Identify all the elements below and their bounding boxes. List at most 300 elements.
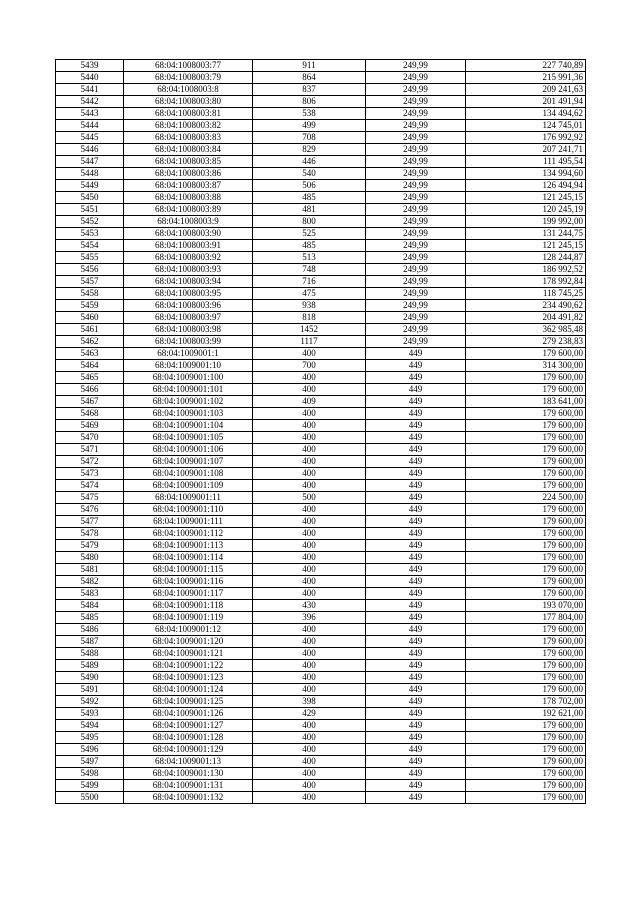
row-number-cell: 5456	[56, 264, 124, 276]
row-number-cell: 5469	[56, 420, 124, 432]
cadastral-number-cell: 68:04:1009001:120	[124, 636, 253, 648]
value-cell: 121 245,15	[466, 192, 586, 204]
cadastral-number-cell: 68:04:1009001:108	[124, 468, 253, 480]
cadastral-number-cell: 68:04:1009001:106	[124, 444, 253, 456]
area-cell: 400	[253, 576, 366, 588]
value-cell: 192 621,00	[466, 708, 586, 720]
row-number-cell: 5485	[56, 612, 124, 624]
cadastral-number-cell: 68:04:1009001:127	[124, 720, 253, 732]
table-row	[56, 372, 586, 384]
area-cell: 485	[253, 240, 366, 252]
cadastral-number-cell: 68:04:1008003:97	[124, 312, 253, 324]
cadastral-number-cell: 68:04:1009001:105	[124, 432, 253, 444]
rate-cell: 249,99	[366, 276, 466, 288]
table-body	[56, 60, 586, 804]
cadastral-number-cell: 68:04:1009001:126	[124, 708, 253, 720]
row-number-cell: 5464	[56, 360, 124, 372]
area-cell: 429	[253, 708, 366, 720]
area-cell: 513	[253, 252, 366, 264]
value-cell: 128 244,87	[466, 252, 586, 264]
row-number-cell: 5460	[56, 312, 124, 324]
row-number-cell: 5483	[56, 588, 124, 600]
area-cell: 1452	[253, 324, 366, 336]
area-cell: 837	[253, 84, 366, 96]
value-cell: 179 600,00	[466, 552, 586, 564]
rate-cell: 449	[366, 504, 466, 516]
area-cell: 400	[253, 444, 366, 456]
area-cell: 400	[253, 588, 366, 600]
rate-cell: 449	[366, 384, 466, 396]
row-number-cell: 5458	[56, 288, 124, 300]
table-row	[56, 156, 586, 168]
cadastral-number-cell: 68:04:1009001:101	[124, 384, 253, 396]
value-cell: 179 600,00	[466, 432, 586, 444]
value-cell: 179 600,00	[466, 588, 586, 600]
value-cell: 279 238,83	[466, 336, 586, 348]
area-cell: 400	[253, 648, 366, 660]
value-cell: 134 494,62	[466, 108, 586, 120]
table-row	[56, 312, 586, 324]
rate-cell: 449	[366, 780, 466, 792]
table-row	[56, 732, 586, 744]
row-number-cell: 5481	[56, 564, 124, 576]
table-row	[56, 396, 586, 408]
row-number-cell: 5466	[56, 384, 124, 396]
value-cell: 314 300,00	[466, 360, 586, 372]
document-page	[55, 59, 585, 804]
area-cell: 400	[253, 528, 366, 540]
cadastral-number-cell: 68:04:1008003:8	[124, 84, 253, 96]
table-row	[56, 480, 586, 492]
table-row	[56, 708, 586, 720]
rate-cell: 449	[366, 720, 466, 732]
area-cell: 400	[253, 480, 366, 492]
area-cell: 400	[253, 792, 366, 804]
area-cell: 400	[253, 456, 366, 468]
rate-cell: 449	[366, 540, 466, 552]
area-cell: 938	[253, 300, 366, 312]
cadastral-number-cell: 68:04:1009001:112	[124, 528, 253, 540]
table-row	[56, 216, 586, 228]
table-row	[56, 588, 586, 600]
rate-cell: 249,99	[366, 204, 466, 216]
row-number-cell: 5457	[56, 276, 124, 288]
table-row	[56, 444, 586, 456]
cadastral-number-cell: 68:04:1009001:130	[124, 768, 253, 780]
area-cell: 911	[253, 60, 366, 72]
table-row	[56, 192, 586, 204]
row-number-cell: 5441	[56, 84, 124, 96]
value-cell: 131 244,75	[466, 228, 586, 240]
rate-cell: 449	[366, 552, 466, 564]
area-cell: 864	[253, 72, 366, 84]
cadastral-number-cell: 68:04:1009001:110	[124, 504, 253, 516]
cadastral-number-cell: 68:04:1009001:111	[124, 516, 253, 528]
cadastral-number-cell: 68:04:1008003:98	[124, 324, 253, 336]
row-number-cell: 5482	[56, 576, 124, 588]
table-row	[56, 168, 586, 180]
rate-cell: 249,99	[366, 300, 466, 312]
rate-cell: 449	[366, 696, 466, 708]
value-cell: 121 245,15	[466, 240, 586, 252]
cadastral-number-cell: 68:04:1009001:122	[124, 660, 253, 672]
area-cell: 400	[253, 468, 366, 480]
rate-cell: 449	[366, 576, 466, 588]
area-cell: 400	[253, 744, 366, 756]
value-cell: 134 994,60	[466, 168, 586, 180]
area-cell: 400	[253, 624, 366, 636]
row-number-cell: 5461	[56, 324, 124, 336]
cadastral-number-cell: 68:04:1009001:118	[124, 600, 253, 612]
rate-cell: 249,99	[366, 312, 466, 324]
area-cell: 525	[253, 228, 366, 240]
rate-cell: 449	[366, 396, 466, 408]
rate-cell: 449	[366, 408, 466, 420]
rate-cell: 249,99	[366, 192, 466, 204]
cadastral-number-cell: 68:04:1009001:107	[124, 456, 253, 468]
area-cell: 446	[253, 156, 366, 168]
cadastral-number-cell: 68:04:1009001:124	[124, 684, 253, 696]
row-number-cell: 5472	[56, 456, 124, 468]
rate-cell: 449	[366, 360, 466, 372]
area-cell: 400	[253, 672, 366, 684]
value-cell: 179 600,00	[466, 684, 586, 696]
table-row	[56, 624, 586, 636]
cadastral-number-cell: 68:04:1009001:117	[124, 588, 253, 600]
value-cell: 179 600,00	[466, 720, 586, 732]
rate-cell: 449	[366, 600, 466, 612]
table-row	[56, 564, 586, 576]
value-cell: 224 500,00	[466, 492, 586, 504]
value-cell: 179 600,00	[466, 456, 586, 468]
table-row	[56, 792, 586, 804]
area-cell: 400	[253, 540, 366, 552]
row-number-cell: 5451	[56, 204, 124, 216]
value-cell: 179 600,00	[466, 384, 586, 396]
cadastral-number-cell: 68:04:1008003:77	[124, 60, 253, 72]
row-number-cell: 5454	[56, 240, 124, 252]
rate-cell: 449	[366, 792, 466, 804]
table-row	[56, 144, 586, 156]
value-cell: 118 745,25	[466, 288, 586, 300]
value-cell: 176 992,92	[466, 132, 586, 144]
rate-cell: 249,99	[366, 60, 466, 72]
cadastral-number-cell: 68:04:1008003:94	[124, 276, 253, 288]
area-cell: 540	[253, 168, 366, 180]
cadastral-number-cell: 68:04:1008003:86	[124, 168, 253, 180]
value-cell: 199 992,00	[466, 216, 586, 228]
table-row	[56, 384, 586, 396]
row-number-cell: 5448	[56, 168, 124, 180]
table-row	[56, 756, 586, 768]
row-number-cell: 5467	[56, 396, 124, 408]
table-row	[56, 516, 586, 528]
cadastral-number-cell: 68:04:1008003:79	[124, 72, 253, 84]
table-row	[56, 276, 586, 288]
value-cell: 179 600,00	[466, 408, 586, 420]
area-cell: 400	[253, 720, 366, 732]
table-row	[56, 240, 586, 252]
cadastral-number-cell: 68:04:1008003:83	[124, 132, 253, 144]
table-row	[56, 252, 586, 264]
rate-cell: 249,99	[366, 156, 466, 168]
area-cell: 398	[253, 696, 366, 708]
area-cell: 400	[253, 372, 366, 384]
table-row	[56, 288, 586, 300]
area-cell: 748	[253, 264, 366, 276]
rate-cell: 249,99	[366, 180, 466, 192]
rate-cell: 449	[366, 732, 466, 744]
table-row	[56, 180, 586, 192]
rate-cell: 249,99	[366, 252, 466, 264]
table-row	[56, 648, 586, 660]
table-row	[56, 324, 586, 336]
rate-cell: 449	[366, 480, 466, 492]
cadastral-number-cell: 68:04:1009001:115	[124, 564, 253, 576]
row-number-cell: 5489	[56, 660, 124, 672]
row-number-cell: 5468	[56, 408, 124, 420]
row-number-cell: 5490	[56, 672, 124, 684]
value-cell: 186 992,52	[466, 264, 586, 276]
row-number-cell: 5444	[56, 120, 124, 132]
table-row	[56, 720, 586, 732]
table-row	[56, 504, 586, 516]
row-number-cell: 5500	[56, 792, 124, 804]
value-cell: 179 600,00	[466, 756, 586, 768]
cadastral-number-cell: 68:04:1009001:1	[124, 348, 253, 360]
rate-cell: 449	[366, 444, 466, 456]
value-cell: 126 494,94	[466, 180, 586, 192]
value-cell: 209 241,63	[466, 84, 586, 96]
row-number-cell: 5443	[56, 108, 124, 120]
area-cell: 400	[253, 432, 366, 444]
cadastral-number-cell: 68:04:1008003:90	[124, 228, 253, 240]
row-number-cell: 5476	[56, 504, 124, 516]
value-cell: 215 991,36	[466, 72, 586, 84]
row-number-cell: 5442	[56, 96, 124, 108]
rate-cell: 449	[366, 624, 466, 636]
rate-cell: 249,99	[366, 336, 466, 348]
table-row	[56, 300, 586, 312]
value-cell: 178 992,84	[466, 276, 586, 288]
value-cell: 178 702,00	[466, 696, 586, 708]
cadastral-number-cell: 68:04:1009001:128	[124, 732, 253, 744]
table-row	[56, 684, 586, 696]
table-row	[56, 228, 586, 240]
value-cell: 111 495,54	[466, 156, 586, 168]
row-number-cell: 5491	[56, 684, 124, 696]
cadastral-number-cell: 68:04:1009001:123	[124, 672, 253, 684]
value-cell: 179 600,00	[466, 372, 586, 384]
table-row	[56, 432, 586, 444]
area-cell: 400	[253, 636, 366, 648]
row-number-cell: 5459	[56, 300, 124, 312]
table-row	[56, 600, 586, 612]
cadastral-number-cell: 68:04:1008003:93	[124, 264, 253, 276]
cadastral-number-cell: 68:04:1009001:109	[124, 480, 253, 492]
value-cell: 201 491,94	[466, 96, 586, 108]
table-row	[56, 696, 586, 708]
area-cell: 400	[253, 564, 366, 576]
row-number-cell: 5480	[56, 552, 124, 564]
rate-cell: 449	[366, 708, 466, 720]
area-cell: 500	[253, 492, 366, 504]
value-cell: 179 600,00	[466, 516, 586, 528]
rate-cell: 449	[366, 756, 466, 768]
cadastral-number-cell: 68:04:1009001:103	[124, 408, 253, 420]
area-cell: 400	[253, 504, 366, 516]
value-cell: 183 641,00	[466, 396, 586, 408]
area-cell: 485	[253, 192, 366, 204]
table-row	[56, 132, 586, 144]
row-number-cell: 5477	[56, 516, 124, 528]
value-cell: 179 600,00	[466, 576, 586, 588]
rate-cell: 449	[366, 516, 466, 528]
area-cell: 800	[253, 216, 366, 228]
table-row	[56, 72, 586, 84]
row-number-cell: 5474	[56, 480, 124, 492]
value-cell: 204 491,82	[466, 312, 586, 324]
area-cell: 400	[253, 732, 366, 744]
value-cell: 120 245,19	[466, 204, 586, 216]
table-row	[56, 408, 586, 420]
row-number-cell: 5478	[56, 528, 124, 540]
rate-cell: 249,99	[366, 84, 466, 96]
area-cell: 430	[253, 600, 366, 612]
value-cell: 179 600,00	[466, 792, 586, 804]
table-row	[56, 348, 586, 360]
area-cell: 506	[253, 180, 366, 192]
table-row	[56, 552, 586, 564]
rate-cell: 449	[366, 768, 466, 780]
rate-cell: 449	[366, 432, 466, 444]
rate-cell: 449	[366, 372, 466, 384]
table-row	[56, 96, 586, 108]
table-row	[56, 768, 586, 780]
cadastral-number-cell: 68:04:1008003:84	[124, 144, 253, 156]
value-cell: 179 600,00	[466, 624, 586, 636]
row-number-cell: 5473	[56, 468, 124, 480]
value-cell: 177 804,00	[466, 612, 586, 624]
cadastral-number-cell: 68:04:1009001:10	[124, 360, 253, 372]
value-cell: 207 241,71	[466, 144, 586, 156]
cadastral-number-cell: 68:04:1008003:91	[124, 240, 253, 252]
rate-cell: 249,99	[366, 144, 466, 156]
area-cell: 400	[253, 660, 366, 672]
cadastral-number-cell: 68:04:1008003:87	[124, 180, 253, 192]
table-row	[56, 672, 586, 684]
row-number-cell: 5494	[56, 720, 124, 732]
cadastral-number-cell: 68:04:1008003:92	[124, 252, 253, 264]
value-cell: 179 600,00	[466, 348, 586, 360]
rate-cell: 249,99	[366, 240, 466, 252]
cadastral-number-cell: 68:04:1008003:82	[124, 120, 253, 132]
value-cell: 179 600,00	[466, 660, 586, 672]
table-row	[56, 780, 586, 792]
row-number-cell: 5463	[56, 348, 124, 360]
row-number-cell: 5488	[56, 648, 124, 660]
cadastral-number-cell: 68:04:1008003:88	[124, 192, 253, 204]
row-number-cell: 5499	[56, 780, 124, 792]
area-cell: 400	[253, 420, 366, 432]
table-row	[56, 468, 586, 480]
area-cell: 700	[253, 360, 366, 372]
table-row	[56, 636, 586, 648]
rate-cell: 449	[366, 456, 466, 468]
table-row	[56, 456, 586, 468]
row-number-cell: 5471	[56, 444, 124, 456]
value-cell: 179 600,00	[466, 564, 586, 576]
rate-cell: 449	[366, 612, 466, 624]
rate-cell: 449	[366, 348, 466, 360]
table-row	[56, 264, 586, 276]
value-cell: 124 745,01	[466, 120, 586, 132]
area-cell: 400	[253, 780, 366, 792]
cadastral-number-cell: 68:04:1009001:125	[124, 696, 253, 708]
value-cell: 179 600,00	[466, 780, 586, 792]
value-cell: 179 600,00	[466, 528, 586, 540]
cadastral-number-cell: 68:04:1009001:129	[124, 744, 253, 756]
rate-cell: 449	[366, 420, 466, 432]
rate-cell: 249,99	[366, 288, 466, 300]
row-number-cell: 5453	[56, 228, 124, 240]
rate-cell: 449	[366, 636, 466, 648]
area-cell: 400	[253, 756, 366, 768]
cadastral-number-cell: 68:04:1008003:96	[124, 300, 253, 312]
row-number-cell: 5452	[56, 216, 124, 228]
cadastral-number-cell: 68:04:1008003:95	[124, 288, 253, 300]
value-cell: 179 600,00	[466, 480, 586, 492]
rate-cell: 449	[366, 744, 466, 756]
table-row	[56, 492, 586, 504]
area-cell: 806	[253, 96, 366, 108]
table-row	[56, 108, 586, 120]
value-cell: 362 985,48	[466, 324, 586, 336]
cadastral-number-cell: 68:04:1009001:132	[124, 792, 253, 804]
table-row	[56, 360, 586, 372]
rate-cell: 249,99	[366, 228, 466, 240]
value-cell: 179 600,00	[466, 672, 586, 684]
cadastral-number-cell: 68:04:1008003:85	[124, 156, 253, 168]
row-number-cell: 5486	[56, 624, 124, 636]
table-row	[56, 528, 586, 540]
value-cell: 179 600,00	[466, 468, 586, 480]
row-number-cell: 5479	[56, 540, 124, 552]
table-row	[56, 744, 586, 756]
value-cell: 179 600,00	[466, 636, 586, 648]
rate-cell: 449	[366, 648, 466, 660]
row-number-cell: 5475	[56, 492, 124, 504]
value-cell: 234 490,62	[466, 300, 586, 312]
row-number-cell: 5447	[56, 156, 124, 168]
value-cell: 179 600,00	[466, 504, 586, 516]
rate-cell: 449	[366, 588, 466, 600]
row-number-cell: 5495	[56, 732, 124, 744]
area-cell: 708	[253, 132, 366, 144]
cadastral-number-cell: 68:04:1009001:121	[124, 648, 253, 660]
row-number-cell: 5439	[56, 60, 124, 72]
row-number-cell: 5440	[56, 72, 124, 84]
value-cell: 179 600,00	[466, 648, 586, 660]
area-cell: 475	[253, 288, 366, 300]
table-row	[56, 612, 586, 624]
area-cell: 481	[253, 204, 366, 216]
row-number-cell: 5465	[56, 372, 124, 384]
table-row	[56, 204, 586, 216]
row-number-cell: 5445	[56, 132, 124, 144]
rate-cell: 249,99	[366, 72, 466, 84]
row-number-cell: 5450	[56, 192, 124, 204]
